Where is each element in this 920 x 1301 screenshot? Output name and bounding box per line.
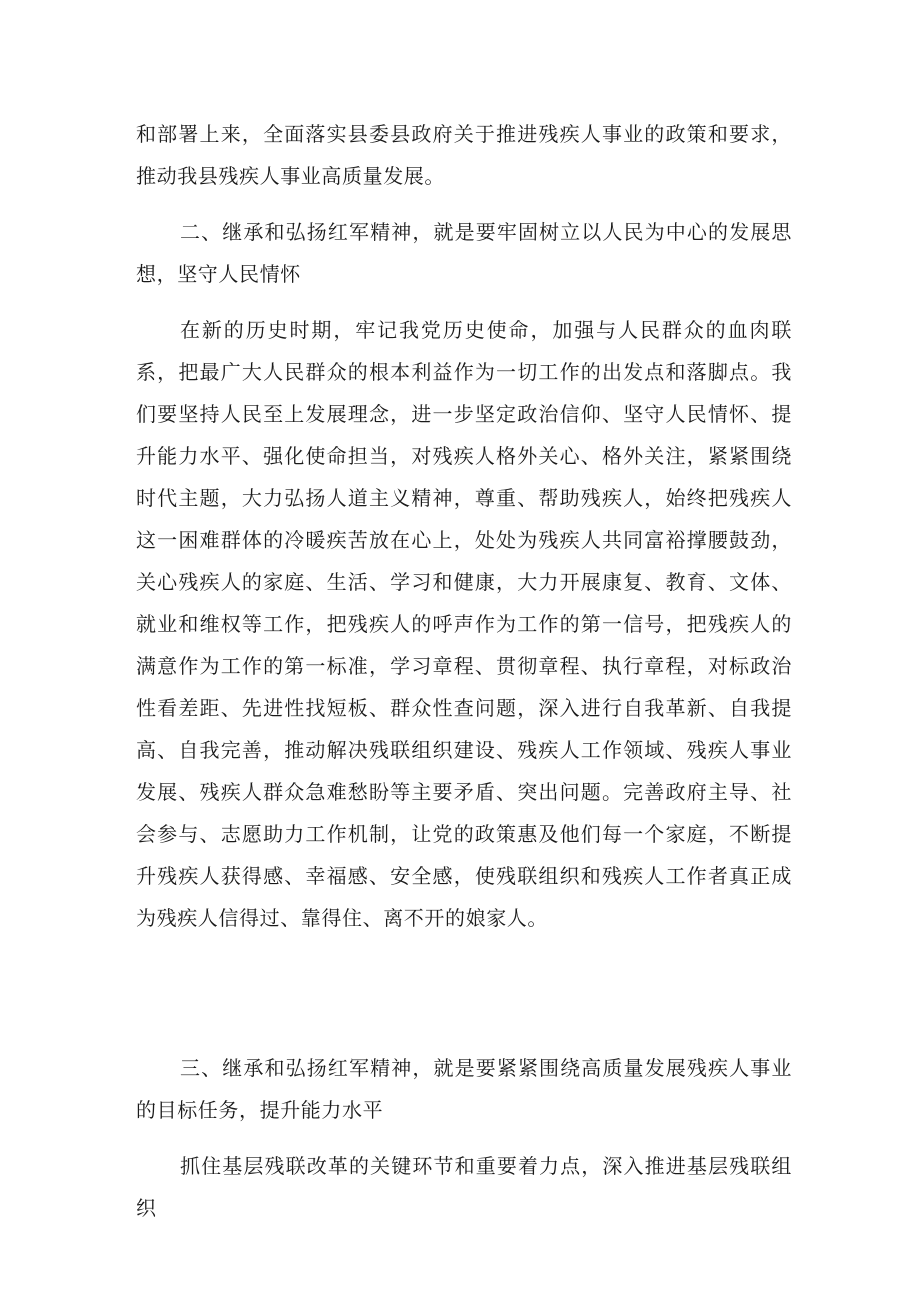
section-heading-two: 二、继承和弘扬红军精神，就是要牢固树立以人民为中心的发展思想，坚守人民情怀 (136, 220, 792, 286)
paragraph-section-three-body: 抓住基层残联改革的关键环节和重要着力点，深入推进基层残联组织 (136, 1154, 792, 1220)
section-heading-three: 三、继承和弘扬红军精神，就是要紧紧围绕高质量发展残疾人事业的目标任务，提升能力水平 (136, 1056, 792, 1122)
paragraph-section-two-body: 在新的历史时期，牢记我党历史使命，加强与人民群众的血肉联系，把最广大人民群众的根本利益作为一切工作的出发点和落脚点。我们要坚持人民至上发展理念，进一步坚定政治信仰、坚守人民情怀、提升能力水平、强化使命担当，对残疾人格外关心、格外关注，紧紧围绕时代主题，大力弘扬人道主义精神，尊重、帮助残疾人，始终把残疾人这一困难群体的冷暖疾苦放在心上，处处为残疾人共同富裕撑腰鼓劲，关心残疾人的家庭、生活、学习和健康，大力开展康复、教育、文体、就业和维权等工作，把残疾人的呼声作为工作的第一信号，把残疾人的满意作为工作的第一标准，学习章程、贯彻章程、执行章程，对标政治性看差距、先进性找短板、群众性查问题，深入进行自我革新、自我提高、自我完善，推动解决残联组织建设、残疾人工作领域、残疾人事业发展、残疾人群众急难愁盼等主要矛盾、突出问题。完善政府主导、社会参与、志愿助力工作机制，让党的政策惠及他们每一个家庭，不断提升残疾人获得感、幸福感、安全感，使残联组织和残疾人工作者真正成为残疾人信得过、靠得住、离不开的娘家人。 (136, 318, 792, 930)
paragraph-continued-intro: 和部署上来，全面落实县委县政府关于推进残疾人事业的政策和要求，推动我县残疾人事业高质量发展。 (136, 122, 792, 188)
